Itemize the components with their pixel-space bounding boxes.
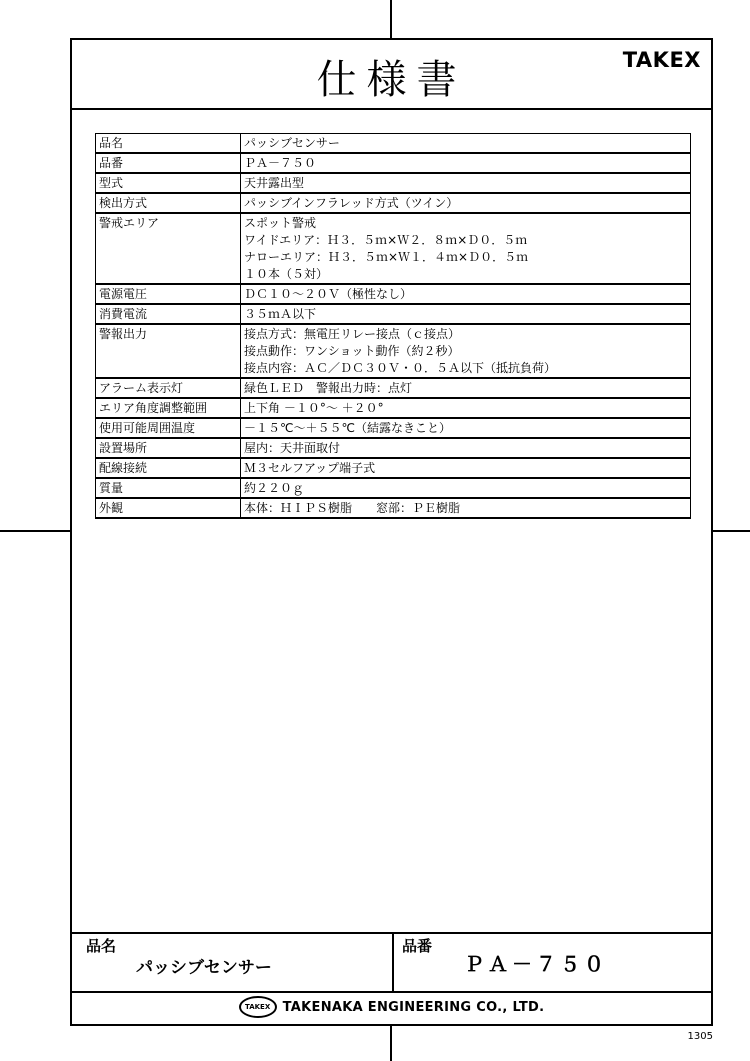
spec-value-line: 屋内：天井面取付 bbox=[244, 441, 341, 455]
spec-value-line: ナローエリア：Ｈ３．５ｍ×Ｗ１．４ｍ×Ｄ０．５ｍ bbox=[244, 250, 529, 264]
spec-value-line: スポット警戒 bbox=[244, 216, 317, 230]
spec-row bbox=[96, 214, 691, 285]
footer-name-value: パッシブセンサー bbox=[136, 958, 272, 978]
sheet-footer bbox=[72, 932, 711, 1024]
company-block bbox=[72, 992, 711, 1022]
spec-row bbox=[96, 439, 691, 459]
spec-value bbox=[241, 459, 691, 479]
spec-value-line: 約２２０ｇ bbox=[244, 481, 305, 495]
spec-label: 外観 bbox=[96, 499, 241, 519]
spec-value-line: 接点内容：ＡＣ／ＤＣ３０Ｖ・０．５Ａ以下（抵抗負荷） bbox=[244, 361, 557, 375]
spec-row bbox=[96, 134, 691, 154]
spec-label: 検出方式 bbox=[96, 194, 241, 214]
sheet-header bbox=[72, 40, 711, 110]
spec-label: 品名 bbox=[96, 134, 241, 154]
brand-logo: TAKEX bbox=[622, 48, 701, 72]
spec-value-line: ＤＣ１０～２０Ｖ（極性なし） bbox=[244, 287, 413, 301]
spec-row bbox=[96, 285, 691, 305]
spec-value-line: ＰＡ－７５０ bbox=[244, 156, 317, 170]
spec-row bbox=[96, 379, 691, 399]
document-number: 1305 bbox=[687, 1031, 713, 1042]
spec-value-line: 接点動作：ワンショット動作（約２秒） bbox=[244, 344, 460, 358]
spec-row bbox=[96, 499, 691, 519]
spec-value-line: ワイドエリア：Ｈ３．５ｍ×Ｗ２．８ｍ×Ｄ０．５ｍ bbox=[244, 233, 528, 247]
crop-mark-left bbox=[0, 530, 70, 532]
spec-value-line: ３５ｍＡ以下 bbox=[244, 307, 317, 321]
spec-row bbox=[96, 399, 691, 419]
spec-row bbox=[96, 419, 691, 439]
spec-row bbox=[96, 174, 691, 194]
spec-row bbox=[96, 325, 691, 379]
spec-value-line: 接点方式：無電圧リレー接点（ｃ接点） bbox=[244, 327, 461, 341]
spec-label: エリア角度調整範囲 bbox=[96, 399, 241, 419]
company-logo-icon bbox=[239, 996, 277, 1018]
spec-value-line: 緑色ＬＥＤ 警報出力時：点灯 bbox=[244, 381, 413, 395]
spec-row bbox=[96, 194, 691, 214]
logo-text: TAKEX bbox=[244, 1003, 271, 1011]
spec-sheet bbox=[70, 38, 713, 1026]
spec-label: 配線接続 bbox=[96, 459, 241, 479]
spec-value bbox=[241, 134, 691, 154]
spec-value bbox=[241, 214, 691, 285]
spec-label: 警報出力 bbox=[96, 325, 241, 379]
spec-value bbox=[241, 305, 691, 325]
crop-mark-top bbox=[390, 0, 392, 38]
spec-row bbox=[96, 459, 691, 479]
spec-value-line: －１５℃～＋５５℃（結露なきこと） bbox=[244, 421, 451, 435]
footer-number-label: 品番 bbox=[402, 937, 433, 955]
spec-value bbox=[241, 285, 691, 305]
spec-value-line: パッシブインフラレッド方式（ツイン） bbox=[244, 196, 459, 210]
spec-value bbox=[241, 499, 691, 519]
footer-product-row bbox=[72, 934, 711, 993]
spec-value bbox=[241, 479, 691, 499]
spec-row bbox=[96, 479, 691, 499]
spec-value-line: パッシブセンサー bbox=[244, 136, 340, 150]
spec-value bbox=[241, 325, 691, 379]
spec-value-line: Ｍ３セルフアップ端子式 bbox=[244, 461, 376, 475]
spec-label: 消費電流 bbox=[96, 305, 241, 325]
spec-row bbox=[96, 154, 691, 174]
spec-value bbox=[241, 154, 691, 174]
spec-label: 設置場所 bbox=[96, 439, 241, 459]
crop-mark-right bbox=[713, 530, 750, 532]
footer-number-value: ＰＡ－７５０ bbox=[464, 952, 608, 976]
spec-label: 型式 bbox=[96, 174, 241, 194]
spec-value bbox=[241, 399, 691, 419]
spec-value bbox=[241, 174, 691, 194]
footer-name-label: 品名 bbox=[86, 937, 117, 955]
spec-value bbox=[241, 439, 691, 459]
spec-label: 使用可能周囲温度 bbox=[96, 419, 241, 439]
company-name: TAKENAKA ENGINEERING CO., LTD. bbox=[282, 999, 545, 1015]
spec-table bbox=[95, 133, 691, 519]
footer-divider bbox=[392, 934, 394, 991]
spec-label: 電源電圧 bbox=[96, 285, 241, 305]
page-title: 仕様書 bbox=[316, 57, 467, 103]
spec-value-line: 上下角 －１０°～ ＋２０° bbox=[244, 401, 384, 415]
spec-label: アラーム表示灯 bbox=[96, 379, 241, 399]
spec-value-line: 本体：ＨＩＰＳ樹脂 窓部：ＰＥ樹脂 bbox=[244, 501, 461, 515]
spec-value-line: １０本（５対） bbox=[244, 267, 329, 281]
spec-value bbox=[241, 379, 691, 399]
spec-value bbox=[241, 419, 691, 439]
spec-label: 質量 bbox=[96, 479, 241, 499]
spec-label: 品番 bbox=[96, 154, 241, 174]
spec-row bbox=[96, 305, 691, 325]
spec-label: 警戒エリア bbox=[96, 214, 241, 285]
crop-mark-bottom bbox=[390, 1026, 392, 1061]
spec-value bbox=[241, 194, 691, 214]
spec-value-line: 天井露出型 bbox=[244, 176, 305, 190]
